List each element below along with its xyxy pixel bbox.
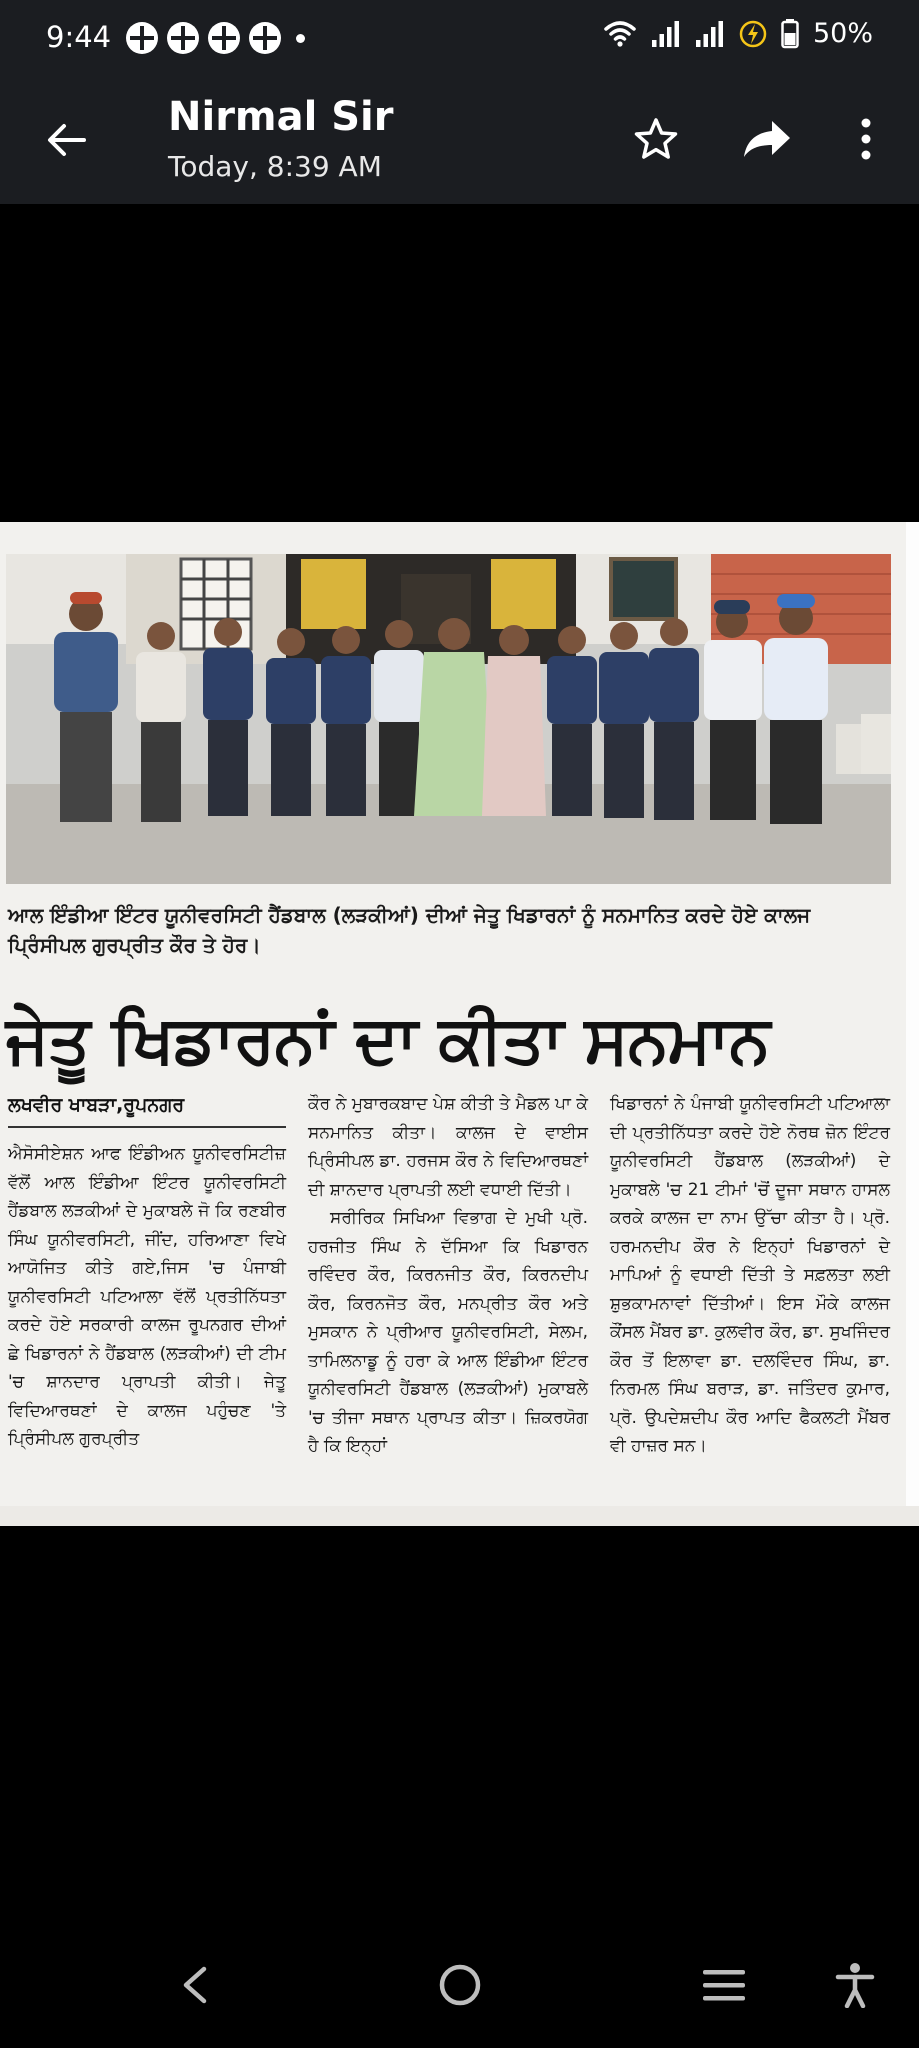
navigation-bar xyxy=(0,1924,919,2048)
share-icon xyxy=(742,119,792,159)
newspaper-clipping xyxy=(0,522,919,1526)
nav-home-button[interactable] xyxy=(425,1954,495,2016)
star-icon xyxy=(634,117,678,161)
photo-illustration xyxy=(6,554,891,884)
forward-button[interactable] xyxy=(736,108,798,170)
more-options-button[interactable] xyxy=(835,108,897,170)
image-viewer[interactable] xyxy=(0,204,919,1924)
battery-percent: 50% xyxy=(812,18,873,49)
star-button[interactable] xyxy=(625,108,687,170)
signal-icon xyxy=(651,20,681,48)
message-timestamp: Today, 8:39 AM xyxy=(168,150,382,183)
accessibility-icon xyxy=(835,1962,875,2008)
nav-recents-icon xyxy=(701,1967,747,2003)
notification-icons xyxy=(126,22,305,54)
status-bar xyxy=(0,0,919,76)
adjacent-column-edge xyxy=(906,522,919,1526)
group-photo xyxy=(6,554,891,884)
article-paragraph: ਕੌਰ ਨੇ ਮੁਬਾਰਕਬਾਦ ਪੇਸ਼ ਕੀਤੀ ਤੇ ਮੈਡਲ ਪਾ ਕੇ ਸਨਮਾਨਿਤ ਕੀਤਾ। ਕਾਲਜ ਦੇ ਵਾਈਸ ਪ੍ਰਿੰਸੀਪਲ ਡਾ. ਹਰਜਸ ਕੌਰ ਨੇ ਵਿਦਿਆਰਥਣਾਂ ਦੀ ਸ਼ਾਨਦਾਰ ਪ੍ਰਾਪਤੀ ਲਈ ਵਧਾਈ ਦਿੱਤੀ। xyxy=(308,1094,588,1200)
nav-home-icon xyxy=(438,1963,482,2007)
photo-caption: ਆਲ ਇੰਡੀਆ ਇੰਟਰ ਯੂਨੀਵਰਸਿਟੀ ਹੈਂਡਬਾਲ (ਲੜਕੀਆਂ) ਦੀਆਂ ਜੇਤੂ ਖਿਡਾਰਨਾਂ ਨੂੰ ਸਨਮਾਨਿਤ ਕਰਦੇ ਹੋਏ ਕਾਲਜ ਪ੍ਰਿੰਸੀਪਲ ਗੁਰਪ੍ਰੀਤ ਕੌਰ ਤੇ ਹੋਰ। xyxy=(8,903,811,957)
battery-icon xyxy=(781,19,799,49)
system-indicators xyxy=(603,18,873,49)
accessibility-button[interactable] xyxy=(820,1954,890,2016)
more-vert-icon xyxy=(860,117,872,161)
nav-back-icon xyxy=(180,1965,210,2005)
wifi-icon xyxy=(603,19,637,49)
article-paragraph: ਸਰੀਰਿਕ ਸਿਖਿਆ ਵਿਭਾਗ ਦੇ ਮੁਖੀ ਪ੍ਰੋ. ਹਰਜੀਤ ਸਿੰਘ ਨੇ ਦੱਸਿਆ ਕਿ ਖਿਡਾਰਨ ਰਵਿੰਦਰ ਕੌਰ, ਕਿਰਨਜੀਤ ਕੌਰ, ਕਿਰਨਦੀਪ ਕੌਰ, ਕਿਰਨਜੋਤ ਕੌਰ, ਮਨਪ੍ਰੀਤ ਕੌਰ ਅਤੇ ਮੁਸਕਾਨ ਨੇ ਪ੍ਰੀਆਰ ਯੂਨੀਵਰਸਿਟੀ, ਸੇਲਮ, ਤਾਮਿਲਨਾਡੂ ਨੂੰ ਹਰਾ ਕੇ ਆਲ ਇੰਡੀਆ ਇੰਟਰ ਯੂਨੀਵਰਸਿਟੀ ਹੈਂਡਬਾਲ (ਲੜਕੀਆਂ) ਮੁਕਾਬਲੇ 'ਚ ਤੀਜਾ ਸਥਾਨ ਪ੍ਰਾਪਤ ਕੀਤਾ। ਜ਼ਿਕਰਯੋਗ ਹੈ ਕਿ ਇਨ੍ਹਾਂ xyxy=(308,1208,588,1456)
status-time: 9:44 xyxy=(46,20,112,54)
byline-divider xyxy=(8,1126,286,1128)
signal-icon xyxy=(695,20,725,48)
article-paragraph: ਐਸੋਸੀਏਸ਼ਨ ਆਫ ਇੰਡੀਅਨ ਯੂਨੀਵਰਸਿਟੀਜ਼ ਵੱਲੋਂ ਆਲ ਇੰਡੀਆ ਇੰਟਰ ਯੂਨੀਵਰਸਿਟੀ ਹੈਂਡਬਾਲ ਲੜਕੀਆਂ ਦੇ ਮੁਕਾਬਲੇ ਜੋ ਕਿ ਰਣਬੀਰ ਸਿੰਘ ਯੂਨੀਵਰਸਿਟੀ, ਜੀਂਦ, ਹਰਿਆਣਾ ਵਿਖੇ ਆਯੋਜਿਤ ਕੀਤੇ ਗਏ,ਜਿਸ 'ਚ ਪੰਜਾਬੀ ਯੂਨੀਵਰਸਿਟੀ ਪਟਿਆਲਾ ਵੱਲੋਂ ਪ੍ਰਤੀਨਿੱਧਤਾ ਕਰਦੇ ਹੋਏ ਸਰਕਾਰੀ ਕਾਲਜ ਰੂਪਨਗਰ ਦੀਆਂ ਛੇ ਖਿਡਾਰਨਾਂ ਨੇ ਹੈਂਡਬਾਲ (ਲੜਕੀਆਂ) ਦੀ ਟੀਮ 'ਚ ਸ਼ਾਨਦਾਰ ਪ੍ਰਾਪਤੀ ਕੀਤੀ। ਜੇਤੂ ਵਿਦਿਆਰਥਣਾਂ ਦੇ ਕਾਲਜ ਪਹੁੰਚਣ 'ਤੇ ਪ੍ਰਿੰਸੀਪਲ ਗੁਰਪ੍ਰੀਤ xyxy=(8,1144,286,1449)
sender-name: Nirmal Sir xyxy=(168,94,394,140)
article-paragraph: ਖਿਡਾਰਨਾਂ ਨੇ ਪੰਜਾਬੀ ਯੂਨੀਵਰਸਿਟੀ ਪਟਿਆਲਾ ਦੀ ਪ੍ਰਤੀਨਿੱਧਤਾ ਕਰਦੇ ਹੋਏ ਨੋਰਥ ਜ਼ੋਨ ਇੰਟਰ ਯੂਨੀਵਰਸਿਟੀ ਹੈਂਡਬਾਲ (ਲੜਕੀਆਂ) ਦੇ ਮੁਕਾਬਲੇ 'ਚ 21 ਟੀਮਾਂ 'ਚੋਂ ਦੂਜਾ ਸਥਾਨ ਹਾਸਲ ਕਰਕੇ ਕਾਲਜ ਦਾ ਨਾਮ ਉੱਚਾ ਕੀਤਾ ਹੈ। ਪ੍ਰੋ. ਹਰਮਨਦੀਪ ਕੌਰ ਨੇ ਇਨ੍ਹਾਂ ਖਿਡਾਰਨਾਂ ਦੇ ਮਾਪਿਆਂ ਨੂੰ ਵਧਾਈ ਦਿੱਤੀ ਤੇ ਸਫ਼ਲਤਾ ਲਈ ਸ਼ੁਭਕਾਮਨਾਵਾਂ ਦਿੱਤੀਆਂ। ਇਸ ਮੌਕੇ ਕਾਲਜ ਕੌਂਸਲ ਮੈਂਬਰ ਡਾ. ਕੁਲਵੀਰ ਕੌਰ, ਡਾ. ਸੁਖਜਿੰਦਰ ਕੌਰ ਤੋਂ ਇਲਾਵਾ ਡਾ. ਦਲਵਿੰਦਰ ਸਿੰਘ, ਡਾ. ਨਿਰਮਲ ਸਿੰਘ ਬਰਾੜ, ਡਾ. ਜਤਿੰਦਰ ਕੁਮਾਰ, ਪ੍ਰੋ. ਉਪਦੇਸ਼ਦੀਪ ਕੌਰ ਆਦਿ ਫੈਕਲਟੀ ਮੈਂਬਰ ਵੀ ਹਾਜ਼ਰ ਸਨ। xyxy=(610,1094,890,1456)
article-column-1 xyxy=(8,1140,286,1454)
article-column-2 xyxy=(308,1090,588,1461)
charging-bolt-icon xyxy=(739,19,767,49)
back-arrow-icon xyxy=(46,122,86,158)
app-notification-icon xyxy=(249,22,281,54)
article-headline: ਜੇਤੂ ਖਿਡਾਰਨਾਂ ਦਾ ਕੀਤਾ ਸਨਮਾਨ xyxy=(6,1001,770,1078)
app-notification-icon xyxy=(167,22,199,54)
clipping-bottom-edge xyxy=(0,1506,919,1526)
back-button[interactable] xyxy=(38,112,94,168)
nav-recents-button[interactable] xyxy=(689,1954,759,2016)
app-bar xyxy=(0,76,919,204)
nav-back-button[interactable] xyxy=(160,1954,230,2016)
article-column-3 xyxy=(610,1090,890,1461)
app-notification-icon xyxy=(126,22,158,54)
app-notification-icon xyxy=(208,22,240,54)
article-byline: ਲਖਵੀਰ ਖਾਬੜਾ,ਰੂਪਨਗਰ xyxy=(8,1094,185,1116)
more-notifications-dot-icon xyxy=(296,34,305,43)
